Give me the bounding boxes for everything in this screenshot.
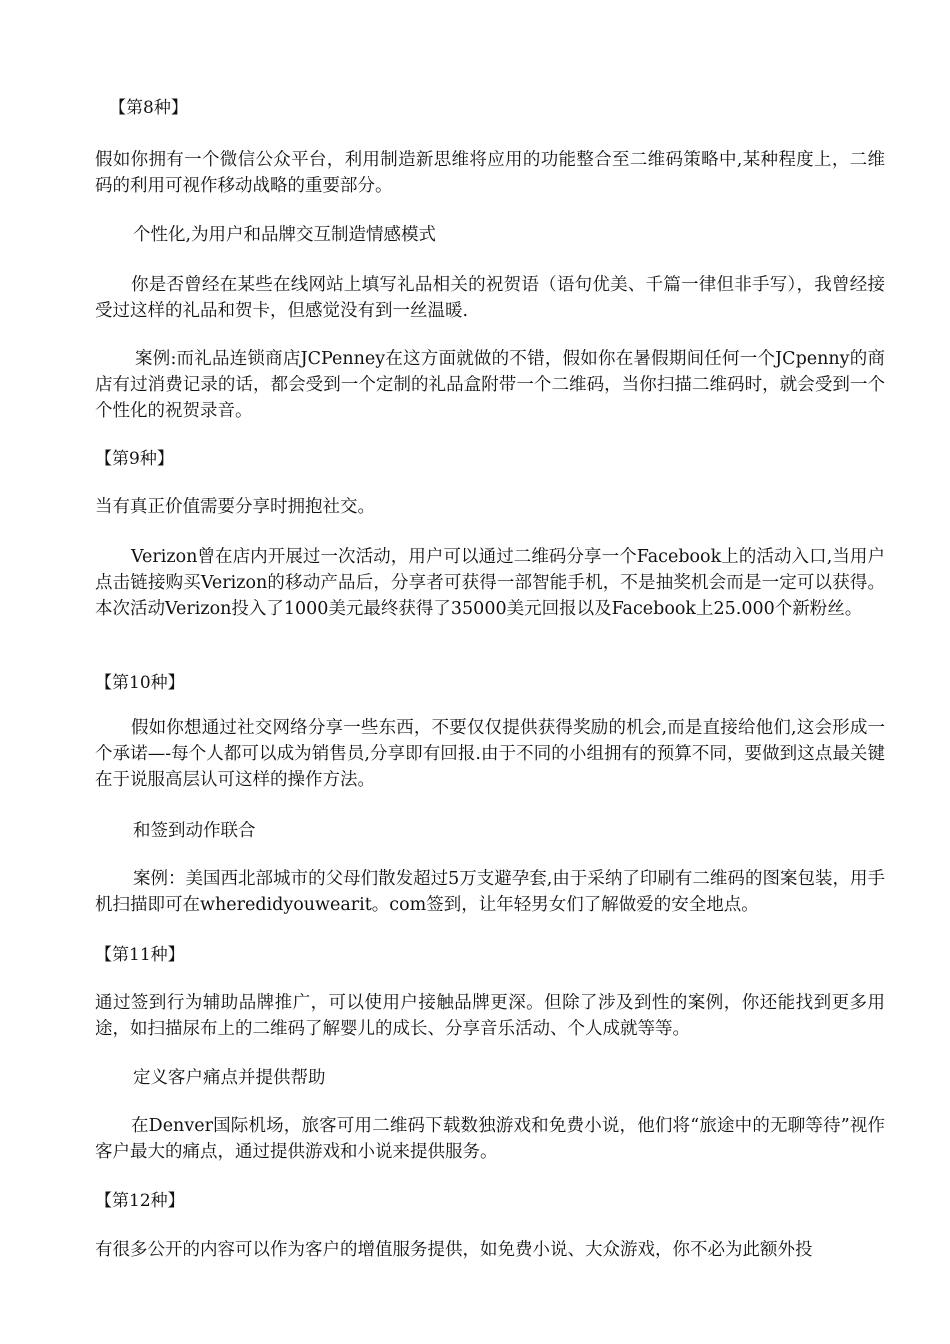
paragraph-10: 通过签到行为辅助品牌推广，可以使用户接触品牌更深。但除了涉及到性的案例，你还能找到更多用途，如扫描尿布上的二维码了解婴儿的成长、分享音乐活动、个人成就等等。 [95, 993, 885, 1039]
section-heading-11: 【第11种】 [95, 945, 185, 965]
paragraph-5: 当有真正价值需要分享时拥抱社交。 [95, 497, 375, 517]
paragraph-2: 个性化,为用户和品牌交互制造情感模式 [133, 225, 437, 245]
section-heading-9: 【第9种】 [95, 449, 174, 469]
paragraph-11: 定义客户痛点并提供帮助 [133, 1068, 326, 1088]
paragraph-7: 假如你想通过社交网络分享一些东西，不要仅仅提供获得奖励的机会,而是直接给他们,这会形成一个承诺—-每个人都可以成为销售员,分享即有回报.由于不同的小组拥有的预算不同，要做到这点最关键在于说服高层认可这样的操作方法。 [95, 718, 885, 790]
paragraph-1: 假如你拥有一个微信公众平台，利用制造新思维将应用的功能整合至二维码策略中,某种程度上，二维码的利用可视作移动战略的重要部分。 [95, 150, 885, 196]
paragraph-3: 你是否曾经在某些在线网站上填写礼品相关的祝贺语（语句优美、千篇一律但非手写），我曾经接受过这样的礼品和贺卡，但感觉没有到一丝温暖. [95, 275, 885, 321]
section-heading-8: 【第8种】 [109, 98, 188, 118]
paragraph-9: 案例：美国西北部城市的父母们散发超过5万支避孕套,由于采纳了印刷有二维码的图案包装，用手机扫描即可在wheredidyouwearit。com签到，让年轻男女们了解做爱的安全地点。 [95, 869, 885, 915]
section-heading-12: 【第12种】 [95, 1191, 185, 1211]
paragraph-8: 和签到动作联合 [133, 821, 256, 841]
paragraph-6: Verizon曾在店内开展过一次活动，用户可以通过二维码分享一个Facebook上的活动入口,当用户点击链接购买Verizon的移动产品后，分享者可获得一部智能手机，不是抽奖机会而是一定可以获得。本次活动Verizon投入了1000美元最终获得了35000美元回报以及Facebook上25.000个新粉丝。 [95, 547, 885, 619]
section-heading-10: 【第10种】 [95, 673, 185, 693]
paragraph-13: 有很多公开的内容可以作为客户的增值服务提供，如免费小说、大众游戏，你不必为此额外投 [95, 1240, 813, 1260]
paragraph-12: 在Denver国际机场，旅客可用二维码下载数独游戏和免费小说，他们将“旅途中的无聊等待”视作客户最大的痛点，通过提供游戏和小说来提供服务。 [95, 1116, 885, 1162]
paragraph-4: 案例:而礼品连锁商店JCPenney在这方面就做的不错，假如你在暑假期间任何一个JCpenny的商店有过消费记录的话，都会受到一个定制的礼品盒附带一个二维码，当你扫描二维码时，就会受到一个个性化的祝贺录音。 [95, 349, 885, 421]
